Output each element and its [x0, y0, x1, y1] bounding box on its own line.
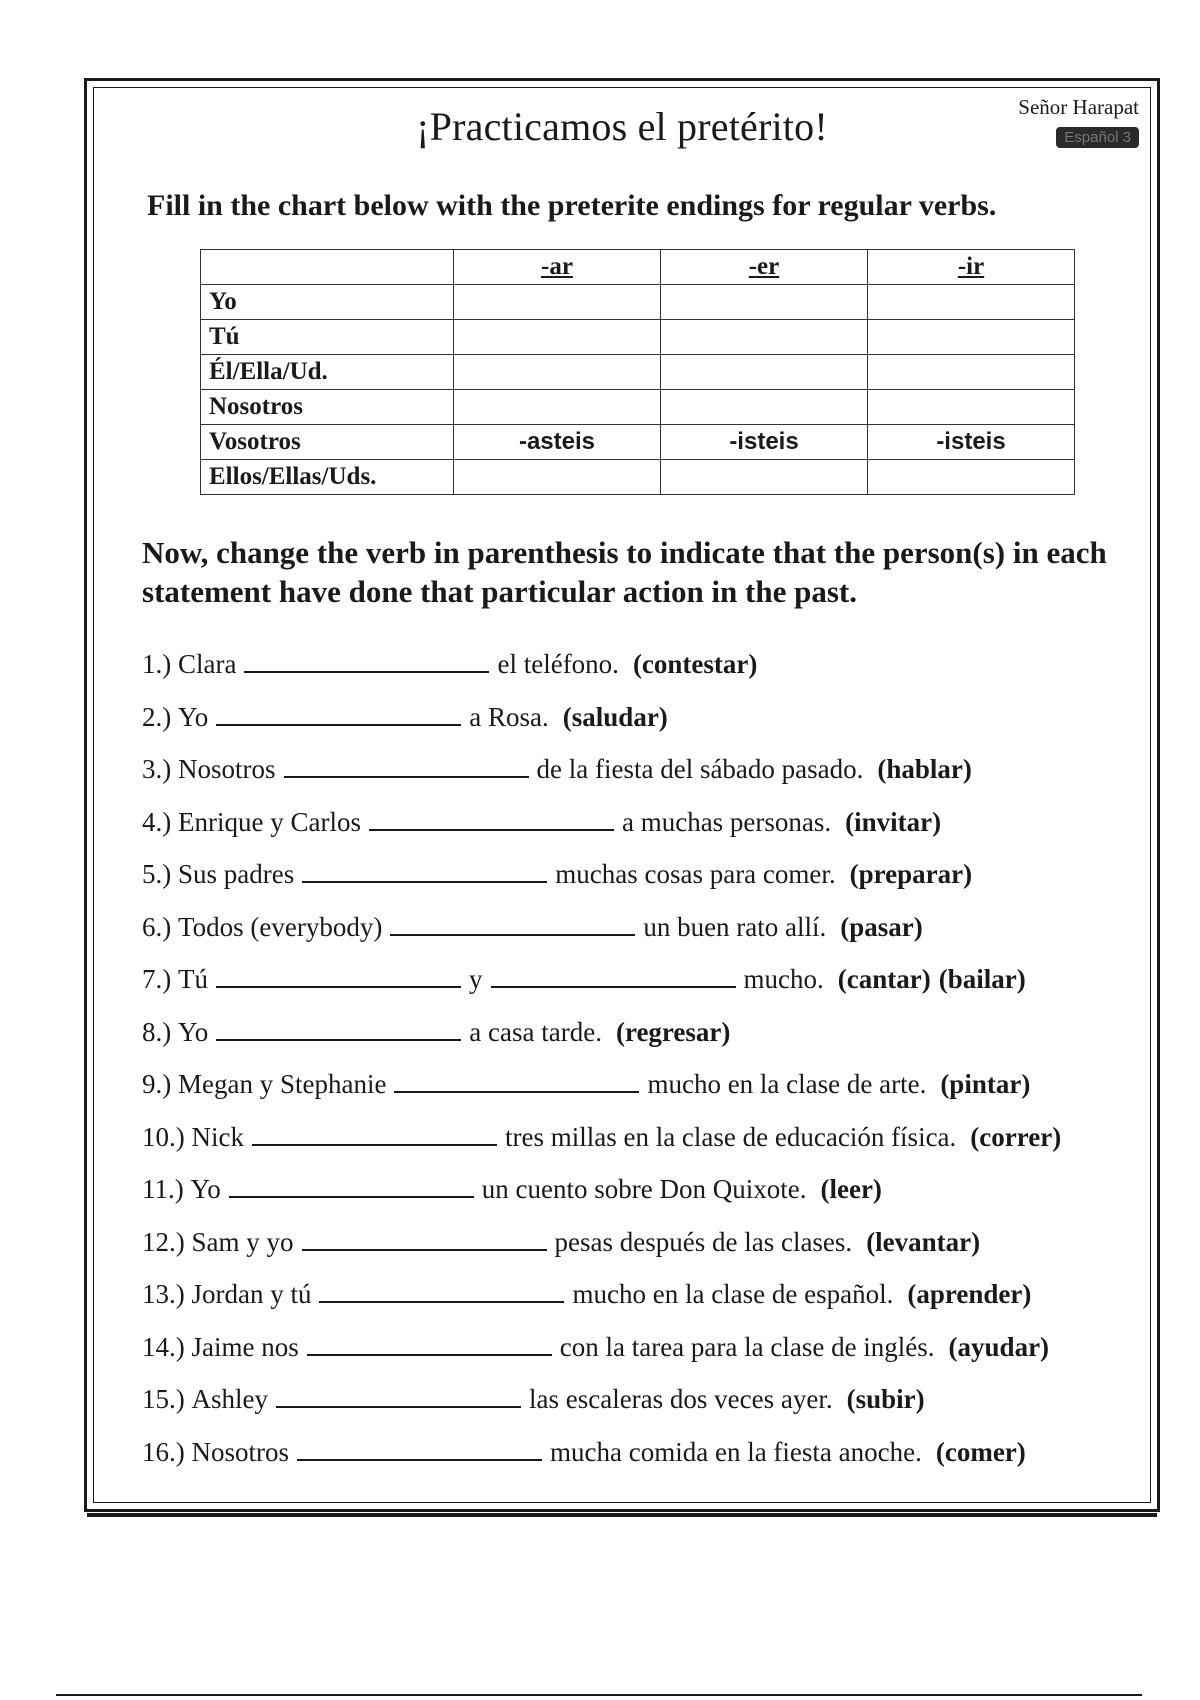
- ending-cell[interactable]: [868, 460, 1075, 495]
- frame-bottom-rule: [87, 1513, 1157, 1517]
- answer-blank[interactable]: [284, 756, 529, 778]
- item-subject: Ashley: [191, 1384, 268, 1414]
- answer-blank[interactable]: [302, 861, 547, 883]
- exercise-list: [142, 649, 1152, 1489]
- item-rest: un cuento sobre Don Quixote.: [481, 1174, 807, 1204]
- item-subject: Clara: [178, 649, 237, 679]
- chart-row: [201, 425, 1075, 460]
- list-item: [142, 1227, 1152, 1280]
- list-item: [142, 649, 1152, 702]
- item-subject: Nosotros: [191, 1436, 290, 1467]
- item-verb: (preparar): [849, 859, 973, 889]
- item-verb: (hablar): [877, 754, 972, 784]
- item-subject: Megan y Stephanie: [178, 1069, 387, 1099]
- list-item: [142, 964, 1152, 1017]
- item-subject: Todos (everybody): [178, 911, 383, 942]
- class-badge: Español 3: [1056, 127, 1139, 148]
- chart-row: [201, 460, 1075, 495]
- chart-row: [201, 320, 1075, 355]
- answer-blank-second[interactable]: [491, 966, 736, 988]
- pronoun-cell: Yo: [201, 285, 454, 320]
- item-rest: mucha comida en la fiesta anoche.: [550, 1436, 922, 1467]
- ending-cell[interactable]: [868, 320, 1075, 355]
- item-verb-second: (bailar): [938, 964, 1026, 994]
- item-number: 4.): [142, 806, 172, 837]
- item-subject: Nosotros: [178, 754, 276, 784]
- item-rest: de la fiesta del sábado pasado.: [536, 754, 864, 784]
- item-number: 14.): [142, 1331, 185, 1362]
- page-bottom-rule: [56, 1694, 1142, 1696]
- ending-cell[interactable]: [454, 285, 661, 320]
- answer-blank[interactable]: [319, 1281, 564, 1303]
- item-subject: Yo: [178, 1016, 209, 1047]
- answer-blank[interactable]: [297, 1439, 542, 1461]
- answer-blank[interactable]: [307, 1334, 552, 1356]
- chart-header-row: [201, 250, 1075, 285]
- answer-blank[interactable]: [369, 809, 614, 831]
- ending-cell[interactable]: [868, 355, 1075, 390]
- list-item: [142, 1279, 1152, 1332]
- item-subject: Yo: [178, 701, 209, 732]
- item-number: 15.): [142, 1384, 185, 1414]
- ending-cell: -isteis: [661, 425, 868, 460]
- item-number: 7.): [142, 964, 172, 994]
- item-rest: el teléfono.: [497, 649, 619, 679]
- ending-cell[interactable]: [868, 285, 1075, 320]
- chart-corner-cell: [201, 250, 454, 285]
- item-verb: (levantar): [866, 1226, 981, 1257]
- chart-row: [201, 285, 1075, 320]
- ending-cell[interactable]: [661, 320, 868, 355]
- item-number: 10.): [142, 1121, 185, 1152]
- exercise-instructions: Now, change the verb in parenthesis to indicate that the person(s) in each statement have done that particular action in the past.: [142, 535, 1107, 609]
- item-number: 3.): [142, 754, 172, 784]
- answer-blank[interactable]: [216, 704, 461, 726]
- pronoun-cell: Vosotros: [201, 425, 454, 460]
- ending-cell: -asteis: [454, 425, 661, 460]
- list-item: [142, 1174, 1152, 1227]
- item-number: 13.): [142, 1279, 185, 1309]
- item-rest: a Rosa.: [469, 701, 549, 732]
- ending-cell[interactable]: [454, 460, 661, 495]
- answer-blank[interactable]: [229, 1176, 474, 1198]
- answer-blank[interactable]: [216, 1019, 461, 1041]
- item-subject: Tú: [178, 964, 208, 994]
- list-item: [142, 912, 1152, 965]
- item-rest: muchas cosas para comer.: [555, 859, 836, 889]
- ending-cell[interactable]: [661, 390, 868, 425]
- item-number: 5.): [142, 859, 172, 889]
- ending-cell[interactable]: [661, 355, 868, 390]
- worksheet-frame: [84, 78, 1160, 1512]
- list-item: [142, 807, 1152, 860]
- list-item: [142, 1122, 1152, 1175]
- item-rest: mucho.: [743, 964, 824, 994]
- item-verb: (leer): [820, 1174, 882, 1204]
- ending-cell[interactable]: [661, 285, 868, 320]
- page-title: ¡Practicamos el pretérito!: [416, 104, 828, 149]
- list-item: [142, 1332, 1152, 1385]
- item-subject: Enrique y Carlos: [178, 806, 361, 837]
- item-subject: Jordan y tú: [191, 1279, 312, 1309]
- teacher-name: Señor Harapat: [1018, 95, 1139, 119]
- ending-cell[interactable]: [454, 320, 661, 355]
- item-verb: (invitar): [845, 806, 942, 837]
- item-number: 2.): [142, 701, 172, 732]
- item-number: 16.): [142, 1436, 185, 1467]
- ending-cell[interactable]: [661, 460, 868, 495]
- chart-instructions: Fill in the chart below with the preterite endings for regular verbs.: [147, 189, 997, 222]
- item-rest: las escaleras dos veces ayer.: [529, 1384, 833, 1414]
- item-number: 11.): [142, 1174, 184, 1204]
- item-verb: (correr): [970, 1121, 1062, 1152]
- pronoun-cell: Nosotros: [201, 390, 454, 425]
- item-subject: Sam y yo: [191, 1226, 294, 1257]
- answer-blank[interactable]: [390, 914, 635, 936]
- pronoun-cell: Ellos/Ellas/Uds.: [201, 460, 454, 495]
- answer-blank[interactable]: [276, 1386, 521, 1408]
- list-item: [142, 754, 1152, 807]
- answer-blank[interactable]: [302, 1229, 547, 1251]
- item-subject: Yo: [190, 1174, 221, 1204]
- item-subject: Jaime nos: [191, 1331, 299, 1362]
- item-subject: Nick: [191, 1121, 244, 1152]
- item-verb: (regresar): [615, 1016, 731, 1047]
- ending-cell[interactable]: [454, 390, 661, 425]
- item-verb: (contestar): [632, 649, 758, 679]
- item-rest: a casa tarde.: [469, 1016, 602, 1047]
- item-rest: a muchas personas.: [621, 806, 832, 837]
- answer-blank[interactable]: [216, 966, 461, 988]
- ending-cell: -isteis: [868, 425, 1075, 460]
- answer-blank[interactable]: [394, 1071, 639, 1093]
- item-rest: pesas después de las clases.: [554, 1226, 853, 1257]
- item-verb: (saludar): [562, 701, 668, 732]
- list-item: [142, 1384, 1152, 1437]
- item-rest: con la tarea para la clase de inglés.: [559, 1331, 935, 1362]
- item-verb: (comer): [935, 1436, 1026, 1467]
- item-number: 8.): [142, 1016, 172, 1047]
- chart-header-ir: -ir: [868, 250, 1075, 285]
- ending-cell[interactable]: [454, 355, 661, 390]
- list-item: [142, 1017, 1152, 1070]
- item-verb: (subir): [846, 1384, 925, 1414]
- chart-header-ar: -ar: [454, 250, 661, 285]
- ending-cell[interactable]: [868, 390, 1075, 425]
- item-number: 9.): [142, 1069, 172, 1099]
- item-rest: tres millas en la clase de educación física.: [504, 1121, 957, 1152]
- item-verb: (pasar): [840, 911, 923, 942]
- item-middle: y: [469, 964, 483, 994]
- item-rest: mucho en la clase de español.: [572, 1279, 894, 1309]
- preterite-endings-chart: [200, 249, 1075, 495]
- chart-row: [201, 390, 1075, 425]
- list-item: [142, 1069, 1152, 1122]
- item-number: 6.): [142, 911, 172, 942]
- pronoun-cell: Él/Ella/Ud.: [201, 355, 454, 390]
- item-number: 1.): [142, 649, 172, 679]
- chart-row: [201, 355, 1075, 390]
- item-verb: (pintar): [940, 1069, 1031, 1099]
- chart-header-er: -er: [661, 250, 868, 285]
- item-rest: un buen rato allí.: [643, 911, 827, 942]
- item-verb: (ayudar): [948, 1331, 1050, 1362]
- pronoun-cell: Tú: [201, 320, 454, 355]
- list-item: [142, 1437, 1152, 1490]
- list-item: [142, 702, 1152, 755]
- answer-blank[interactable]: [252, 1124, 497, 1146]
- list-item: [142, 859, 1152, 912]
- answer-blank[interactable]: [244, 651, 489, 673]
- item-verb: (cantar): [837, 964, 931, 994]
- item-number: 12.): [142, 1226, 185, 1257]
- item-rest: mucho en la clase de arte.: [647, 1069, 927, 1099]
- item-subject: Sus padres: [178, 859, 295, 889]
- item-verb: (aprender): [907, 1279, 1032, 1309]
